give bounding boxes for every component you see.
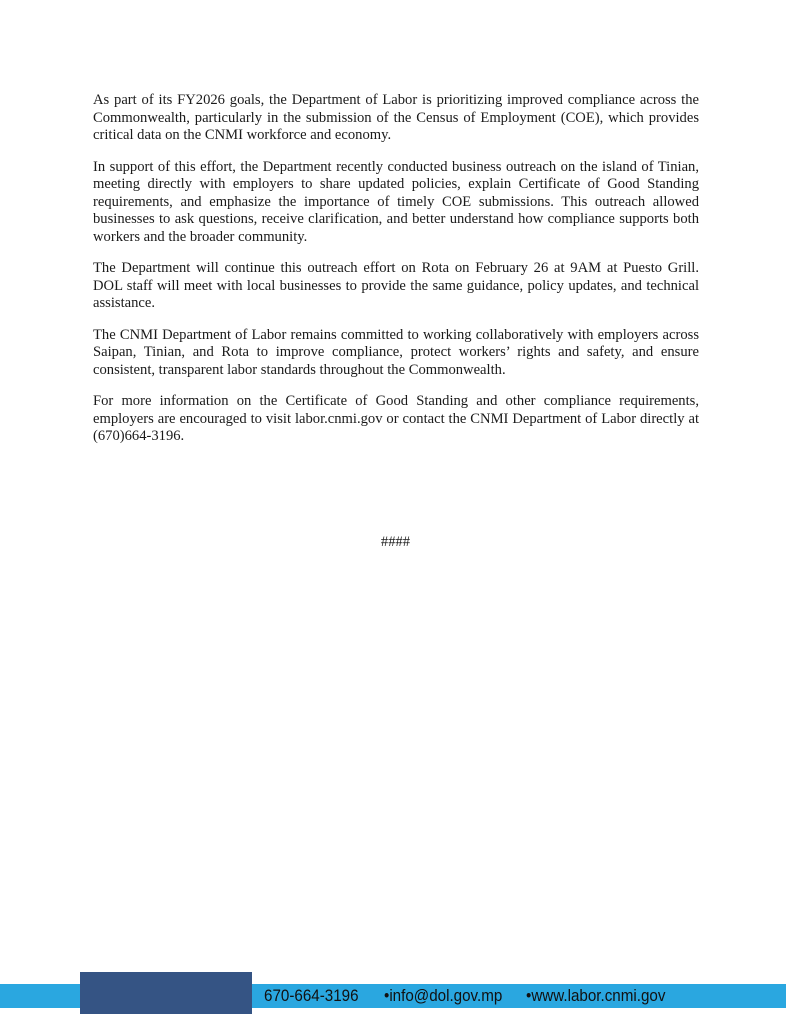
footer-website[interactable]: •www.labor.cnmi.gov xyxy=(526,987,666,1005)
end-of-release-mark: #### xyxy=(380,534,411,550)
footer-email[interactable]: •info@dol.gov.mp xyxy=(384,987,503,1005)
paragraph-fy2026-goals: As part of its FY2026 goals, the Department of Labor is prioritizing improved compliance across the Commonwealth, particularly in the submission of the Census of Employment (COE), which provides critical data on the CNMI workforce and economy. xyxy=(93,92,699,143)
footer xyxy=(0,972,791,1014)
paragraph-rota-outreach: The Department will continue this outreach effort on Rota on February 26 at 9AM at Puesto Grill. DOL staff will meet with local businesses to provide the same guidance, policy updates, and technical assistance. xyxy=(93,260,699,311)
footer-phone: 670-664-3196 xyxy=(264,987,359,1005)
press-release-body xyxy=(93,92,699,460)
paragraph-commitment: The CNMI Department of Labor remains committed to working collaboratively with employers across Saipan, Tinian, and Rota to improve compliance, protect workers’ rights and safety, and ensure consistent, transparent labor standards throughout the Commonwealth. xyxy=(93,326,699,378)
footer-dark-block xyxy=(80,972,252,1014)
paragraph-tinian-outreach: In support of this effort, the Department recently conducted business outreach on the island of Tinian, meeting directly with employers to share updated policies, explain Certificate of Good Standing requirements, and emphasize the importance of timely COE submissions. This outreach allowed businesses to ask questions, receive clarification, and better understand how compliance supports both workers and the broader community. xyxy=(93,158,699,245)
paragraph-more-information: For more information on the Certificate of Good Standing and other compliance requirements, employers are encouraged to visit labor.cnmi.gov or contact the CNMI Department of Labor directly at (670)664-3196. xyxy=(93,393,699,444)
